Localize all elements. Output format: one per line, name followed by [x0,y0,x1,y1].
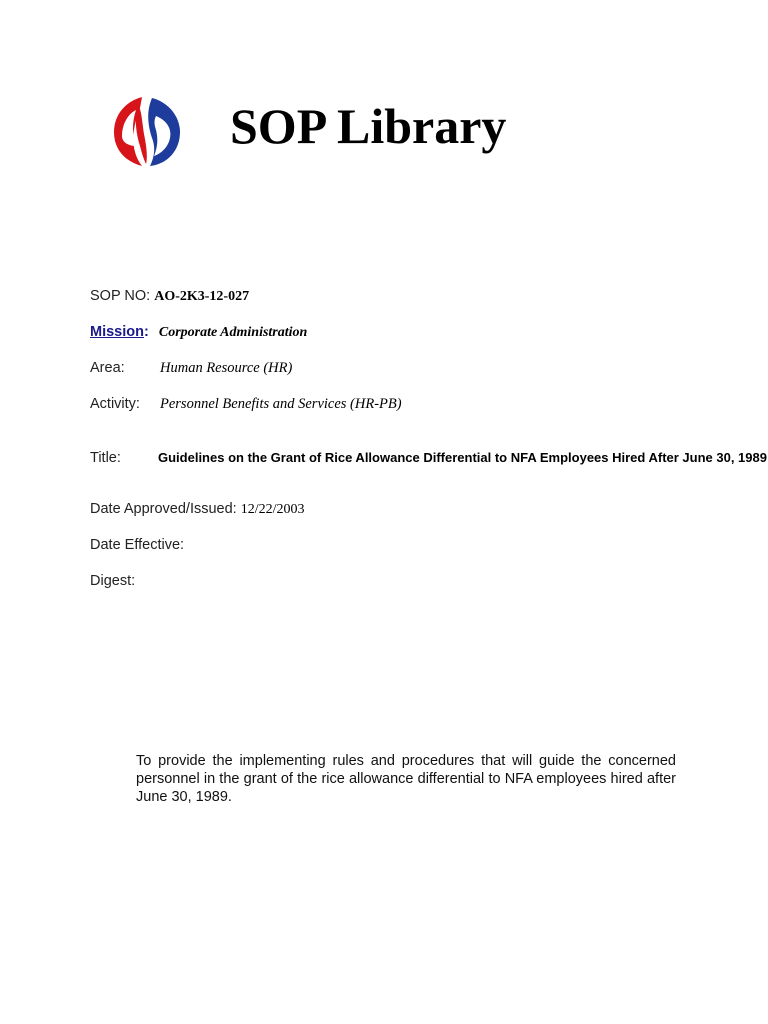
nfa-logo-icon [112,94,182,168]
digest-field [90,572,135,590]
activity-field [90,395,490,413]
title-label: Title: [90,450,121,466]
date-approved-field [90,500,305,519]
date-effective-field [90,536,184,555]
mission-value: Corporate Administration [158,325,308,340]
area-value: Human Resource (HR) [160,360,293,376]
sop-no-value: AO-2K3-12-027 [154,289,250,304]
title-value: Guidelines on the Grant of Rice Allowance Differential to NFA Employees Hired After June 30, 1989 [158,450,767,465]
area-field [90,359,490,377]
date-effective-label: Date Effective: [90,537,185,553]
digest-body: To provide the implementing rules and procedures that will guide the concerned personnel in the grant of the rice allowance differential to NFA employees hired after June 30, 1989. [136,753,676,805]
activity-label: Activity: [90,396,140,412]
digest-label: Digest: [90,573,136,589]
mission-colon: : [143,324,149,340]
date-approved-label: Date Approved/Issued: [90,501,237,517]
mission-field [90,323,307,342]
mission-link[interactable]: Mission [90,324,144,340]
title-field [90,449,768,467]
activity-value: Personnel Benefits and Services (HR-PB) [160,396,402,412]
date-approved-value: 12/22/2003 [240,502,305,517]
sop-no-field [90,287,249,306]
area-label: Area: [90,360,125,376]
sop-no-label: SOP NO: [90,288,151,304]
page-title: SOP Library [230,98,507,154]
